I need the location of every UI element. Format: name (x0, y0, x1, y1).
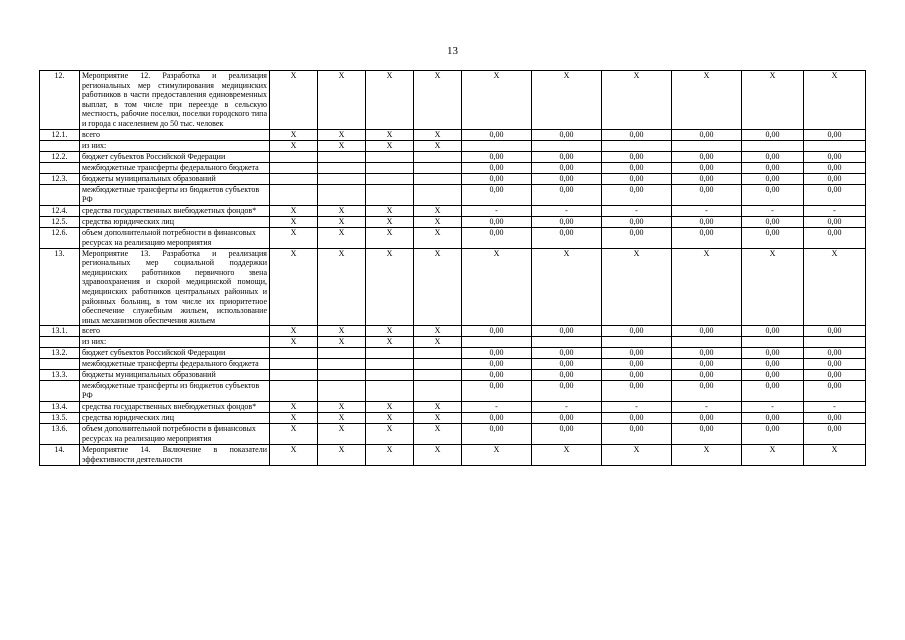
value-cell (270, 348, 318, 359)
value-cell: X (462, 248, 532, 326)
value-cell: 0,00 (672, 424, 742, 445)
row-number: 14. (40, 445, 80, 466)
value-cell: X (366, 71, 414, 130)
value-cell: 0,00 (672, 348, 742, 359)
value-cell (804, 337, 866, 348)
table-row (40, 370, 866, 381)
value-cell: X (804, 71, 866, 130)
row-number: 12.3. (40, 173, 80, 184)
table-row (40, 205, 866, 216)
table-row (40, 348, 866, 359)
value-cell: 0,00 (602, 162, 672, 173)
value-cell: 0,00 (672, 173, 742, 184)
value-cell: X (462, 71, 532, 130)
value-cell: 0,00 (804, 381, 866, 402)
row-number (40, 140, 80, 151)
row-number: 12.4. (40, 205, 80, 216)
value-cell: X (318, 402, 366, 413)
value-cell: 0,00 (602, 413, 672, 424)
value-cell: 0,00 (672, 162, 742, 173)
value-cell (742, 140, 804, 151)
row-description: бюджет субъектов Российской Федерации (80, 348, 270, 359)
value-cell: X (318, 140, 366, 151)
value-cell: 0,00 (602, 173, 672, 184)
value-cell: X (602, 71, 672, 130)
value-cell: X (414, 205, 462, 216)
value-cell: 0,00 (672, 216, 742, 227)
table-row (40, 445, 866, 466)
row-description: объем дополнительной потребности в финансовых ресурсах на реализацию мероприятия (80, 424, 270, 445)
value-cell: X (532, 445, 602, 466)
value-cell: 0,00 (742, 129, 804, 140)
value-cell: 0,00 (804, 424, 866, 445)
value-cell: X (270, 129, 318, 140)
value-cell: 0,00 (602, 424, 672, 445)
row-description: Мероприятие 14. Включение в показатели эффективности деятельности (80, 445, 270, 466)
value-cell (366, 151, 414, 162)
value-cell (532, 140, 602, 151)
value-cell: 0,00 (742, 173, 804, 184)
value-cell (414, 370, 462, 381)
value-cell: 0,00 (742, 326, 804, 337)
row-description: из них: (80, 140, 270, 151)
value-cell: 0,00 (532, 216, 602, 227)
value-cell (414, 184, 462, 205)
value-cell: X (366, 248, 414, 326)
value-cell: X (804, 248, 866, 326)
value-cell: X (602, 248, 672, 326)
row-number: 13.3. (40, 370, 80, 381)
value-cell: X (462, 445, 532, 466)
value-cell: X (318, 205, 366, 216)
value-cell: 0,00 (672, 326, 742, 337)
page-number: 13 (447, 45, 458, 57)
row-description: средства государственных внебюджетных фондов* (80, 205, 270, 216)
value-cell: 0,00 (804, 413, 866, 424)
row-number: 13.5. (40, 413, 80, 424)
value-cell: - (602, 205, 672, 216)
value-cell (804, 140, 866, 151)
value-cell: 0,00 (462, 184, 532, 205)
value-cell: 0,00 (742, 413, 804, 424)
value-cell: X (414, 71, 462, 130)
table-row (40, 129, 866, 140)
value-cell: 0,00 (742, 359, 804, 370)
value-cell: X (270, 248, 318, 326)
value-cell: 0,00 (462, 216, 532, 227)
table-row (40, 216, 866, 227)
value-cell: 0,00 (804, 326, 866, 337)
table-row (40, 424, 866, 445)
value-cell: X (366, 216, 414, 227)
value-cell (318, 348, 366, 359)
row-description: объем дополнительной потребности в финансовых ресурсах на реализацию мероприятия (80, 227, 270, 248)
table-row (40, 248, 866, 326)
value-cell: - (742, 205, 804, 216)
row-description: всего (80, 326, 270, 337)
value-cell: X (414, 227, 462, 248)
value-cell (270, 173, 318, 184)
value-cell (270, 151, 318, 162)
value-cell: X (742, 248, 804, 326)
value-cell: - (462, 205, 532, 216)
value-cell: 0,00 (742, 216, 804, 227)
value-cell: X (270, 205, 318, 216)
value-cell: 0,00 (742, 227, 804, 248)
row-description: средства юридических лиц (80, 216, 270, 227)
row-number: 12.2. (40, 151, 80, 162)
value-cell: 0,00 (672, 129, 742, 140)
value-cell: - (672, 205, 742, 216)
value-cell (366, 162, 414, 173)
value-cell: 0,00 (462, 370, 532, 381)
value-cell: 0,00 (672, 359, 742, 370)
value-cell: X (318, 424, 366, 445)
budget-table (39, 70, 866, 466)
row-number: 12.6. (40, 227, 80, 248)
value-cell: 0,00 (462, 162, 532, 173)
value-cell: X (414, 424, 462, 445)
value-cell (414, 359, 462, 370)
value-cell: 0,00 (602, 326, 672, 337)
value-cell: 0,00 (532, 326, 602, 337)
value-cell (414, 162, 462, 173)
value-cell: X (318, 129, 366, 140)
value-cell: X (270, 140, 318, 151)
value-cell: X (270, 402, 318, 413)
row-number: 13.1. (40, 326, 80, 337)
value-cell: X (270, 71, 318, 130)
value-cell: 0,00 (602, 348, 672, 359)
value-cell: 0,00 (804, 129, 866, 140)
value-cell: 0,00 (462, 129, 532, 140)
value-cell: 0,00 (672, 381, 742, 402)
value-cell (318, 162, 366, 173)
value-cell: X (602, 445, 672, 466)
value-cell (270, 370, 318, 381)
row-description: Мероприятие 13. Разработка и реализация региональных мер социальной поддержки медицинских работников первичного звена здравоохранения и скорой медицинской помощи, медицинских работников центральных районных и районных больниц, в том числе их приоритетное обеспечение служебным жильем, использование иных механизмов обеспечения жильем (80, 248, 270, 326)
value-cell (366, 173, 414, 184)
value-cell: 0,00 (742, 424, 804, 445)
value-cell (366, 184, 414, 205)
value-cell: X (414, 445, 462, 466)
row-number: 12.5. (40, 216, 80, 227)
value-cell: 0,00 (532, 151, 602, 162)
row-number (40, 337, 80, 348)
value-cell: - (532, 402, 602, 413)
row-description: межбюджетные трансферты из бюджетов субъектов РФ (80, 184, 270, 205)
value-cell: 0,00 (804, 173, 866, 184)
value-cell: X (366, 140, 414, 151)
row-description: межбюджетные трансферты из бюджетов субъектов РФ (80, 381, 270, 402)
value-cell (462, 337, 532, 348)
value-cell: X (414, 216, 462, 227)
table-row (40, 162, 866, 173)
row-description: Мероприятие 12. Разработка и реализация региональных мер стимулирования медицинских работников в части предоставления единовременных выплат, в том числе при переезде в сельскую местность, рабочие поселки, поселки городского типа и города с населением до 50 тыс. человек (80, 71, 270, 130)
row-description: средства юридических лиц (80, 413, 270, 424)
value-cell: 0,00 (532, 227, 602, 248)
row-number: 12.1. (40, 129, 80, 140)
value-cell: X (532, 248, 602, 326)
row-number (40, 381, 80, 402)
value-cell (602, 337, 672, 348)
value-cell: 0,00 (462, 424, 532, 445)
table-row (40, 326, 866, 337)
value-cell: 0,00 (742, 381, 804, 402)
value-cell: 0,00 (672, 413, 742, 424)
value-cell: 0,00 (804, 184, 866, 205)
value-cell: 0,00 (672, 184, 742, 205)
table-row (40, 71, 866, 130)
row-description: всего (80, 129, 270, 140)
value-cell: 0,00 (462, 359, 532, 370)
value-cell: 0,00 (602, 129, 672, 140)
value-cell: 0,00 (804, 359, 866, 370)
value-cell: X (318, 248, 366, 326)
value-cell: X (414, 129, 462, 140)
value-cell: X (318, 71, 366, 130)
value-cell: - (804, 402, 866, 413)
value-cell: X (804, 445, 866, 466)
value-cell: 0,00 (672, 370, 742, 381)
value-cell (318, 381, 366, 402)
table-row (40, 337, 866, 348)
value-cell (270, 381, 318, 402)
value-cell (414, 173, 462, 184)
value-cell: 0,00 (742, 348, 804, 359)
value-cell: - (602, 402, 672, 413)
table-row (40, 359, 866, 370)
value-cell: 0,00 (742, 151, 804, 162)
value-cell (366, 381, 414, 402)
value-cell (318, 184, 366, 205)
value-cell: 0,00 (742, 184, 804, 205)
value-cell: 0,00 (742, 162, 804, 173)
value-cell: X (366, 402, 414, 413)
table-row (40, 402, 866, 413)
value-cell: 0,00 (532, 424, 602, 445)
value-cell: X (672, 71, 742, 130)
value-cell: X (270, 326, 318, 337)
value-cell: X (318, 337, 366, 348)
value-cell: 0,00 (804, 216, 866, 227)
value-cell: X (366, 326, 414, 337)
value-cell (318, 359, 366, 370)
value-cell (270, 184, 318, 205)
row-description: средства государственных внебюджетных фондов* (80, 402, 270, 413)
value-cell: X (742, 445, 804, 466)
value-cell: X (414, 248, 462, 326)
value-cell: X (318, 413, 366, 424)
value-cell: X (270, 337, 318, 348)
value-cell: 0,00 (804, 348, 866, 359)
row-number (40, 359, 80, 370)
table-row (40, 140, 866, 151)
value-cell: X (318, 216, 366, 227)
value-cell: 0,00 (804, 227, 866, 248)
value-cell: 0,00 (462, 326, 532, 337)
value-cell: 0,00 (462, 348, 532, 359)
value-cell (532, 337, 602, 348)
row-description: межбюджетные трансферты федерального бюджета (80, 162, 270, 173)
value-cell: 0,00 (462, 381, 532, 402)
value-cell: 0,00 (804, 151, 866, 162)
row-description: из них: (80, 337, 270, 348)
value-cell: X (742, 71, 804, 130)
value-cell: X (270, 445, 318, 466)
value-cell: X (318, 445, 366, 466)
value-cell: 0,00 (672, 227, 742, 248)
value-cell (672, 337, 742, 348)
value-cell: X (270, 227, 318, 248)
value-cell: X (270, 413, 318, 424)
value-cell (672, 140, 742, 151)
value-cell: 0,00 (602, 216, 672, 227)
value-cell: X (414, 413, 462, 424)
value-cell: X (414, 140, 462, 151)
value-cell: 0,00 (462, 227, 532, 248)
row-number: 13.4. (40, 402, 80, 413)
value-cell: 0,00 (602, 151, 672, 162)
table-row (40, 381, 866, 402)
value-cell: X (366, 413, 414, 424)
value-cell (462, 140, 532, 151)
value-cell: 0,00 (532, 348, 602, 359)
value-cell: 0,00 (462, 173, 532, 184)
value-cell: 0,00 (602, 370, 672, 381)
value-cell (270, 162, 318, 173)
value-cell: X (318, 227, 366, 248)
value-cell: 0,00 (804, 370, 866, 381)
value-cell: X (366, 337, 414, 348)
value-cell (318, 151, 366, 162)
value-cell: - (672, 402, 742, 413)
value-cell: 0,00 (532, 162, 602, 173)
row-description: бюджеты муниципальных образований (80, 370, 270, 381)
value-cell: X (366, 424, 414, 445)
value-cell (742, 337, 804, 348)
row-description: бюджет субъектов Российской Федерации (80, 151, 270, 162)
value-cell: X (270, 424, 318, 445)
value-cell: X (318, 326, 366, 337)
row-number: 13.6. (40, 424, 80, 445)
table-row (40, 173, 866, 184)
row-number: 13.2. (40, 348, 80, 359)
value-cell (318, 370, 366, 381)
row-number: 12. (40, 71, 80, 130)
row-description: бюджеты муниципальных образований (80, 173, 270, 184)
table-row (40, 413, 866, 424)
value-cell: X (270, 216, 318, 227)
value-cell: 0,00 (532, 359, 602, 370)
value-cell: 0,00 (532, 370, 602, 381)
value-cell: 0,00 (462, 413, 532, 424)
value-cell: 0,00 (462, 151, 532, 162)
table-row (40, 184, 866, 205)
value-cell (366, 348, 414, 359)
value-cell: X (366, 129, 414, 140)
value-cell: 0,00 (532, 184, 602, 205)
value-cell: - (804, 205, 866, 216)
value-cell: 0,00 (672, 151, 742, 162)
value-cell: X (672, 248, 742, 326)
row-number: 13. (40, 248, 80, 326)
value-cell: 0,00 (742, 370, 804, 381)
value-cell (414, 151, 462, 162)
value-cell: 0,00 (532, 413, 602, 424)
value-cell: - (462, 402, 532, 413)
row-number (40, 184, 80, 205)
value-cell (414, 348, 462, 359)
value-cell: X (366, 445, 414, 466)
value-cell: X (414, 402, 462, 413)
value-cell: 0,00 (532, 381, 602, 402)
value-cell (366, 370, 414, 381)
value-cell: X (414, 337, 462, 348)
value-cell: X (672, 445, 742, 466)
value-cell: 0,00 (532, 173, 602, 184)
value-cell: 0,00 (602, 184, 672, 205)
value-cell: 0,00 (602, 381, 672, 402)
table-row (40, 151, 866, 162)
value-cell (366, 359, 414, 370)
value-cell: X (366, 227, 414, 248)
value-cell: X (414, 326, 462, 337)
value-cell: X (532, 71, 602, 130)
value-cell (318, 173, 366, 184)
value-cell: - (532, 205, 602, 216)
value-cell: 0,00 (602, 227, 672, 248)
value-cell: - (742, 402, 804, 413)
value-cell: 0,00 (602, 359, 672, 370)
value-cell (270, 359, 318, 370)
value-cell: 0,00 (804, 162, 866, 173)
value-cell (414, 381, 462, 402)
value-cell: X (366, 205, 414, 216)
row-number (40, 162, 80, 173)
value-cell: 0,00 (532, 129, 602, 140)
value-cell (602, 140, 672, 151)
table-row (40, 227, 866, 248)
row-description: межбюджетные трансферты федерального бюджета (80, 359, 270, 370)
